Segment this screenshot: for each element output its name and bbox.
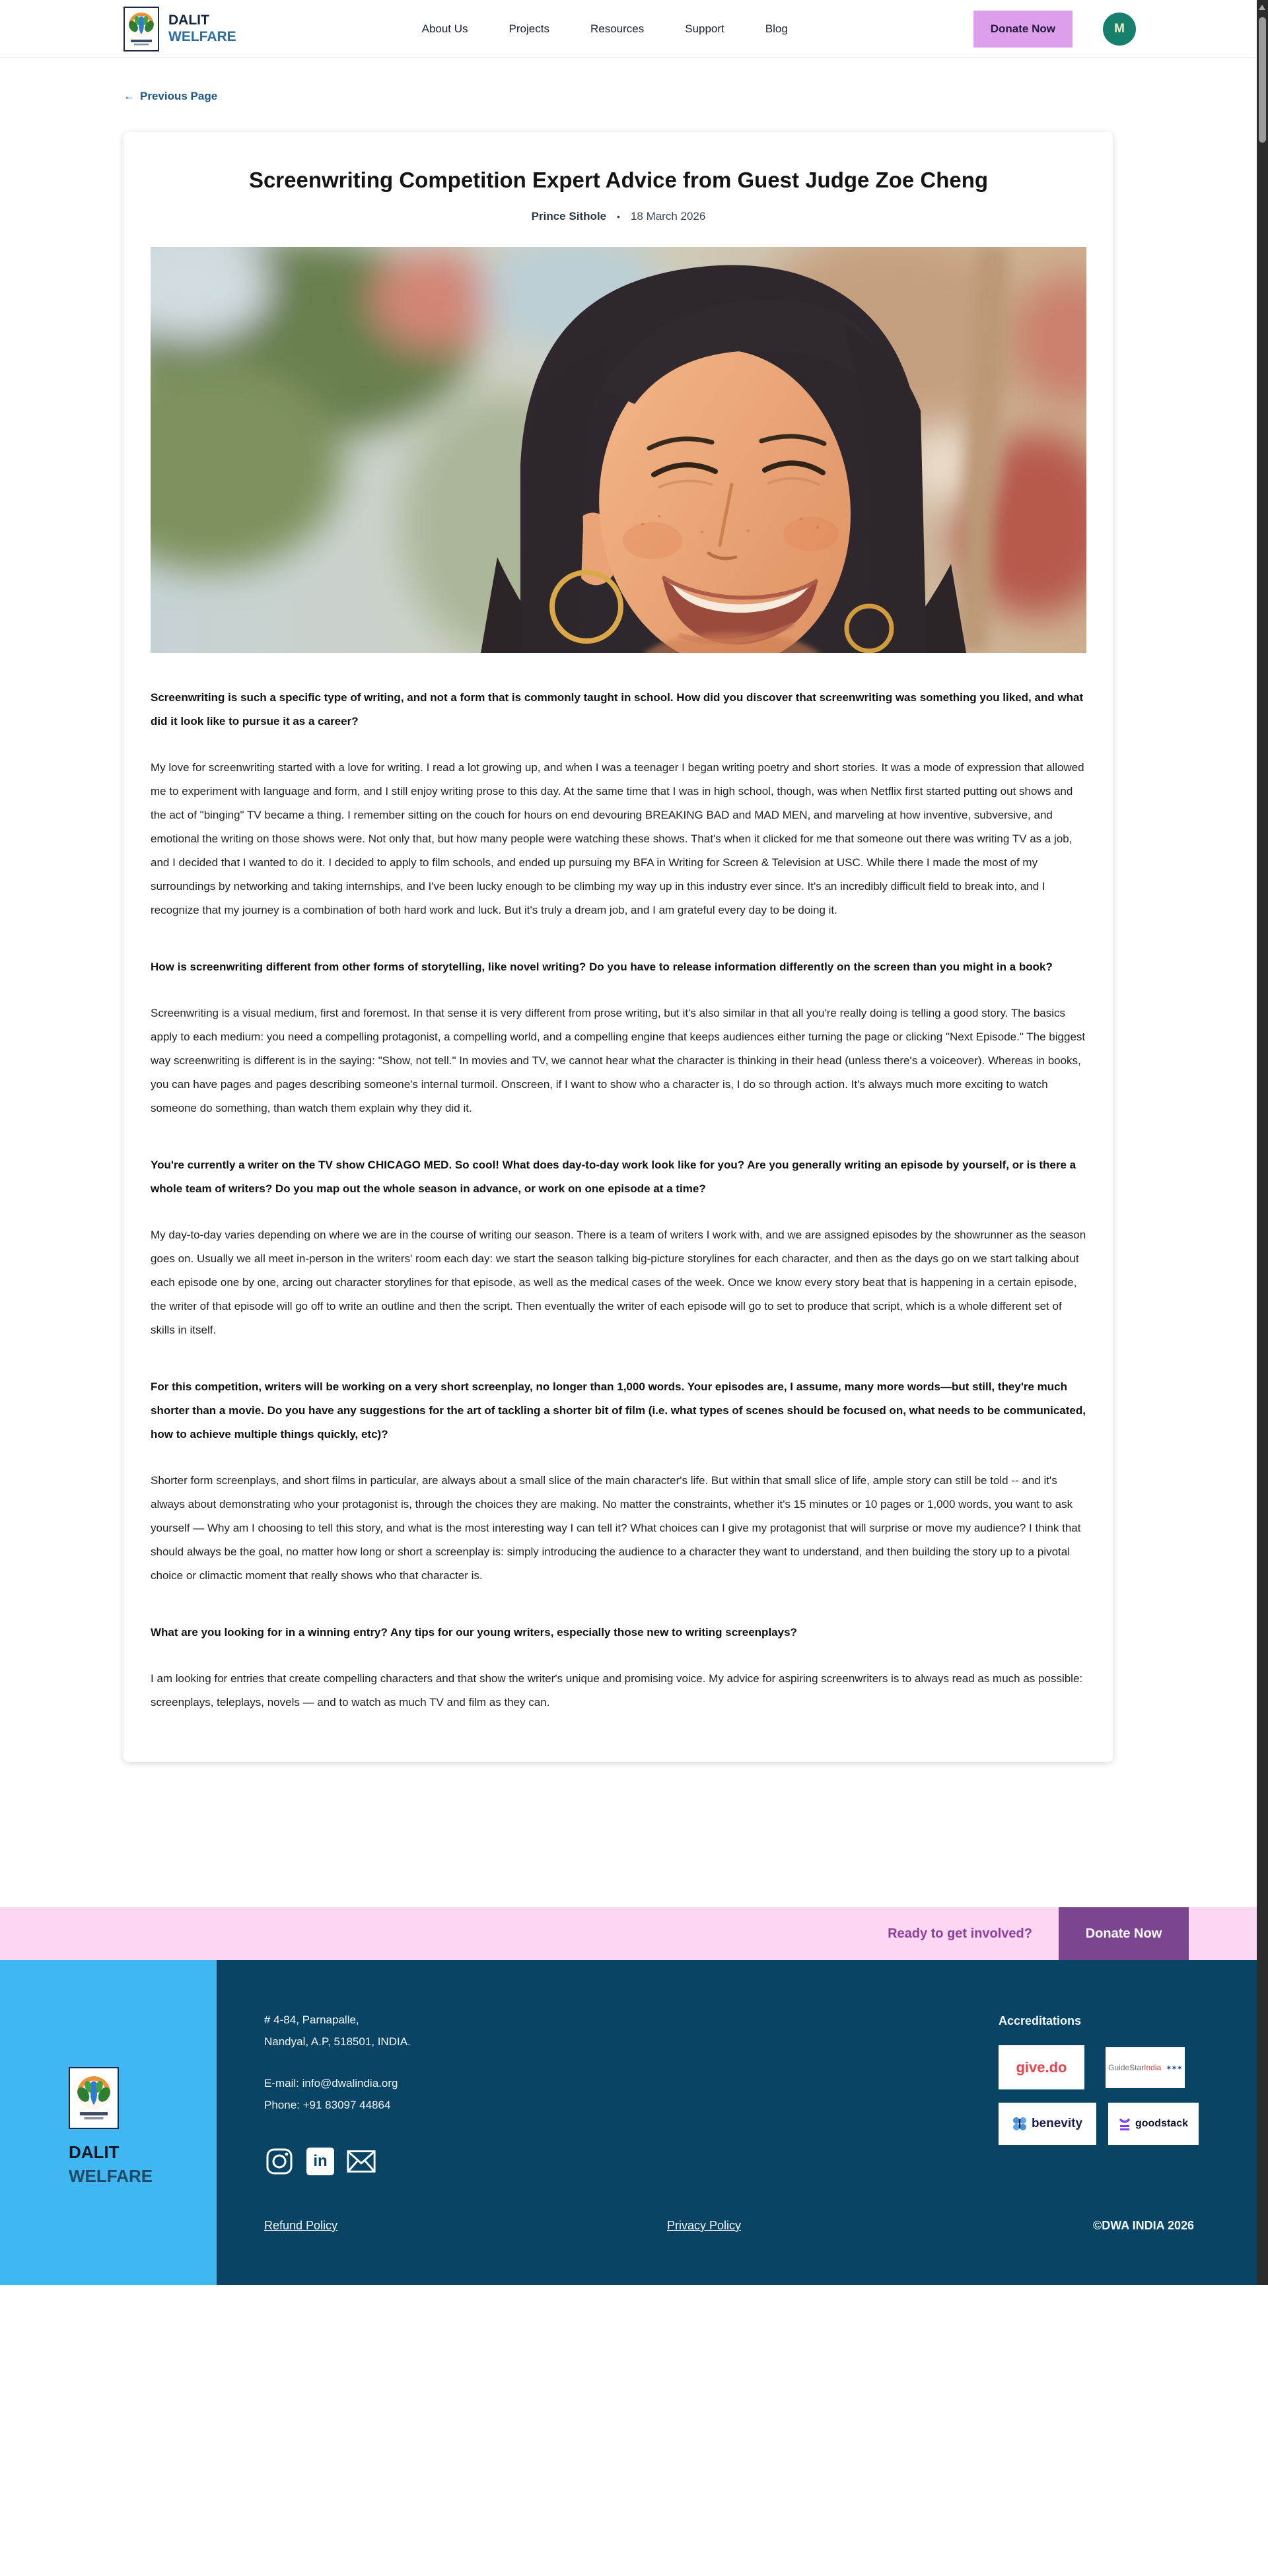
- accreditation-givedo: give.do: [999, 2045, 1084, 2089]
- question-1: Screenwriting is such a specific type of writing, and not a form that is commonly taught in school. How did you discover that screenwriting was something you liked, and what did it look like to pursue it as a career?: [151, 691, 1084, 728]
- answer-5: I am looking for entries that create compelling characters and that show the writer's unique and promising voice. My advice for aspiring screenwriters is to always read as much as possible: screenplays, teleplays, novels — and to watch as much TV and film as they can.: [151, 1672, 1083, 1709]
- guidestar-stars-icon: ✶✶✶: [1166, 2064, 1182, 2072]
- scrollbar-up-arrow-icon[interactable]: [1259, 5, 1265, 10]
- previous-page-link[interactable]: [123, 90, 217, 103]
- address-line1: # 4-84, Parnapalle,: [264, 2014, 359, 2026]
- logo-text: [168, 13, 236, 44]
- hero-image: [151, 247, 1086, 653]
- goodstack-icon: [1119, 2117, 1131, 2130]
- nav-support[interactable]: Support: [685, 22, 724, 35]
- answer-4: Shorter form screenplays, and short films in particular, are always about a small slice of the main character's life. But within that small slice of life, ample story can still be told -- and it's always about demonstrating who your protagonist is, through the choices they are making. No matter the constraints, whether it's 15 minutes or 10 pages or 1,000 words, you want to ask yourself — Why am I choosing to tell this story, and what is the most interesting way I can tell it? What choices can I give my protagonist that will surprise or move my audience? I think that should always be the goal, no matter how long or short a screenplay is: simply introducing the audience to a character they want to understand, and then building the story up to a pivotal choice or climactic moment that really shows who that character is.: [151, 1474, 1081, 1582]
- question-5: What are you looking for in a winning entry? Any tips for our young writers, especially those new to writing screenplays?: [151, 1626, 797, 1639]
- question-4: For this competition, writers will be working on a very short screenplay, no longer than 1,000 words. Your episodes are, I assume, many more words—but still, they're much shorter than a movie. Do you have any suggestions for the art of tackling a shorter bit of film (i.e. what types of scenes should be focused on, what needs to be communicated, how to achieve multiple things quickly, etc)?: [151, 1380, 1086, 1441]
- accreditations-title: Accreditations: [999, 2014, 1082, 2027]
- footer-org-logo-icon: [69, 2067, 119, 2129]
- privacy-policy-link[interactable]: Privacy Policy: [667, 2219, 742, 2232]
- refund-policy-link[interactable]: Refund Policy: [264, 2219, 338, 2232]
- answer-1: My love for screenwriting started with a love for writing. I read a lot growing up, and when I was a teenager I began writing poetry and short stories. It was a mode of expression that allowed me to experiment with language and form, and I still enjoy writing prose to this day. At the same time that I was in high school, though, was when Netflix first started putting out shows and the act of "binging" TV became a thing. I remember sitting on the couch for hours on end devouring BREAKING BAD and MAD MEN, and marveling at how inventive, subversive, and emotional the writing on those shows were. Not only that, but how many people were watching these shows. That's when it clicked for me that someone out there was writing TV as a job, and I decided that I wanted to do it. I decided to apply to film schools, and ended up pursuing my BFA in Writing for Screen & Television at USC. While there I made the most of my surroundings by networking and taking internships, and I've been lucky enough to be climbing my way up in this industry ever since. It's an incredibly difficult field to break into, and I recognize that my journey is a combination of both hard work and luck. But it's truly a dream job, and I am grateful every day to be doing it.: [151, 761, 1084, 916]
- scrollbar[interactable]: [1257, 0, 1268, 2285]
- footer-social: [264, 2146, 376, 2177]
- nav-about-us[interactable]: About Us: [421, 22, 468, 35]
- byline-separator: •: [617, 211, 620, 222]
- footer-phone: Phone: +91 83097 44864: [264, 2099, 391, 2111]
- article-title: Screenwriting Competition Expert Advice from Guest Judge Zoe Cheng: [248, 168, 989, 192]
- nav-resources[interactable]: Resources: [590, 22, 645, 35]
- publish-date: 18 March 2026: [630, 210, 706, 222]
- logo[interactable]: [123, 7, 236, 51]
- address-line2: Nandyal, A.P, 518501, INDIA.: [264, 2035, 411, 2048]
- accreditation-guidestar: GuideStarIndia ✶✶✶: [1106, 2047, 1185, 2088]
- org-logo-icon: [123, 7, 159, 51]
- main-nav: [422, 22, 788, 36]
- back-link-label: Previous Page: [140, 90, 218, 102]
- back-arrow-icon: ←: [123, 90, 135, 102]
- question-2: How is screenwriting different from other forms of storytelling, like novel writing? Do you have to release information differently on the screen than you might in a book?: [151, 961, 1053, 973]
- accreditation-goodstack: goodstack: [1108, 2103, 1199, 2145]
- cta-bar: [0, 1907, 1268, 1960]
- footer-brand-line1: DALIT: [69, 2142, 120, 2162]
- byline: [151, 210, 1086, 223]
- footer-email: E-mail: info@dwalindia.org: [264, 2077, 398, 2089]
- main-content: [0, 58, 1268, 1762]
- question-3: You're currently a writer on the TV show CHICAGO MED. So cool! What does day-to-day work look like for you? Are you generally writing an episode by yourself, or is there a whole team of writers? Do you map out the whole season in advance, or work on one episode at a time?: [151, 1159, 1076, 1195]
- benevity-clover-icon: [1012, 2117, 1027, 2131]
- article-card: [123, 132, 1113, 1762]
- answer-3: My day-to-day varies depending on where we are in the course of writing our season. There is a team of writers I work with, and we are assigned episodes by the showrunner as the season goes on. Usually we all meet in-person in the writers' room each day: we start the season talking big-picture storylines for each character, and then as the days go on we start talking about each episode one by one, arcing out character storylines for that episode, as well as the medical cases of the week. Once we know every story beat that is happening in a certain episode, the writer of that episode will go off to write an outline and then the script. Then eventually the writer of each episode will go to set to produce that script, which is a whole different set of skills in itself.: [151, 1229, 1086, 1336]
- copyright: ©DWA INDIA 2026: [1093, 2219, 1194, 2232]
- instagram-icon[interactable]: [264, 2146, 295, 2177]
- footer-address: [264, 2009, 411, 2052]
- nav-projects[interactable]: Projects: [509, 22, 549, 35]
- scrollbar-thumb[interactable]: [1259, 17, 1266, 143]
- footer-brand-line2: WELFARE: [69, 2166, 153, 2186]
- cta-donate-button[interactable]: Donate Now: [1059, 1907, 1189, 1960]
- cta-prompt: Ready to get involved?: [888, 1926, 1032, 1941]
- author-name: Prince Sithole: [531, 210, 607, 222]
- logo-line1: DALIT: [168, 13, 209, 28]
- footer: [0, 1960, 1268, 2285]
- header-donate-button[interactable]: Donate Now: [973, 11, 1073, 48]
- mail-icon[interactable]: [346, 2146, 376, 2177]
- nav-blog[interactable]: Blog: [765, 22, 788, 35]
- linkedin-icon[interactable]: in: [305, 2146, 335, 2177]
- header: [0, 0, 1268, 58]
- answer-2: Screenwriting is a visual medium, first and foremost. In that sense it is very different from prose writing, but it's also similar in that all you're really doing is telling a good story. The basics apply to each medium: you need a compelling protagonist, a compelling world, and a compelling engine that keeps audiences either turning the page or clicking "Next Episode." The biggest way screenwriting is different is in the saying: "Show, not tell." In movies and TV, we cannot hear what the character is thinking in their head (unless there's a voiceover). Whereas in books, you can have pages and pages describing someone's internal turmoil. Onscreen, if I want to show who a character is, I do so through action. It's always much more exciting to watch someone do something, than watch them explain why they did it.: [151, 1007, 1086, 1114]
- accreditation-benevity: benevity: [999, 2103, 1096, 2145]
- footer-contact: [264, 2072, 398, 2116]
- logo-line2: WELFARE: [168, 28, 236, 44]
- user-avatar[interactable]: M: [1103, 13, 1136, 46]
